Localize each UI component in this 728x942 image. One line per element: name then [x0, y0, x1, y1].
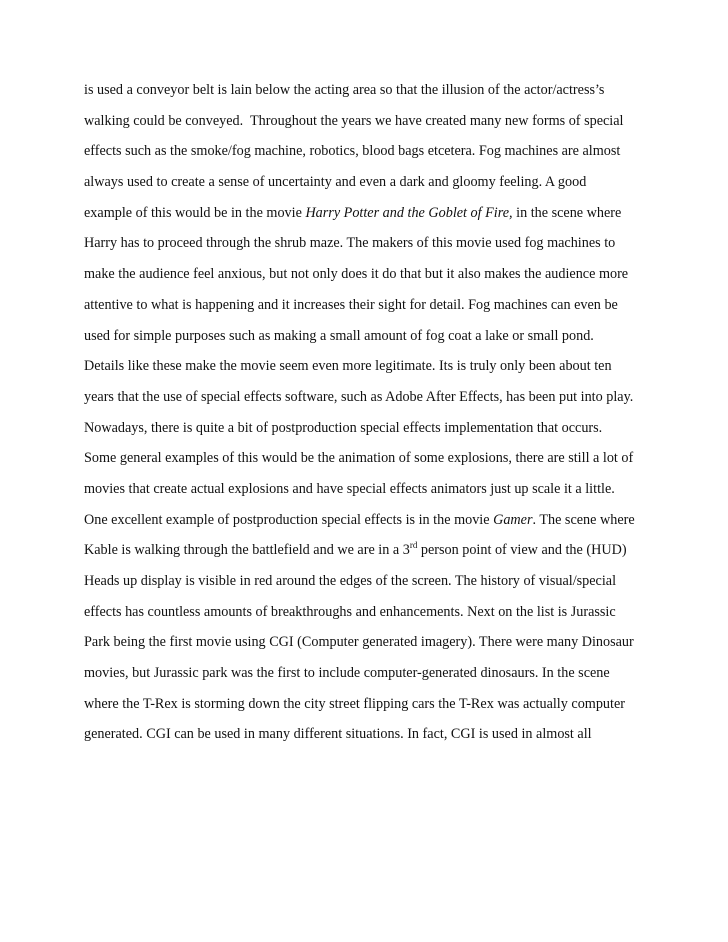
text-line: [84, 111, 654, 142]
text-line: [84, 479, 654, 510]
text-line: [84, 356, 654, 387]
text-line: [84, 387, 654, 418]
text-segment: make the audience feel anxious, but not only does it do that but it also makes the audience more: [84, 266, 629, 283]
text-segment: years that the use of special effects software, such as Adobe After Effects, has been put into play.: [84, 388, 634, 405]
text-segment: One excellent example of postproduction special effects is in the movie: [84, 511, 494, 528]
italic-title: Harry Potter and the Goblet of Fire,: [305, 204, 513, 221]
text-line: [84, 724, 654, 755]
text-segment: used for simple purposes such as making a small amount of fog coat a lake or small pond.: [84, 327, 594, 344]
text-line: [84, 172, 654, 203]
text-segment: effects has countless amounts of breakthroughs and enhancements. Next on the list is Jurassic: [84, 603, 616, 620]
text-line: [84, 233, 654, 264]
text-segment: effects such as the smoke/fog machine, robotics, blood bags etcetera. Fog machines are almost: [84, 143, 621, 160]
text-line: [84, 141, 654, 172]
text-segment: movies that create actual explosions and have special effects animators just up scale it a little.: [84, 480, 615, 497]
text-line: [84, 80, 654, 111]
text-segment: in the scene where: [512, 204, 622, 221]
text-segment: Kable is walking through the battlefield and we are in a 3: [84, 542, 410, 559]
text-line: [84, 418, 654, 449]
text-line: [84, 571, 654, 602]
text-line: [84, 694, 654, 725]
text-line: [84, 264, 654, 295]
text-segment: Details like these make the movie seem even more legitimate. Its is truly only been about ten: [84, 358, 612, 375]
text-line: [84, 663, 654, 694]
text-line: [84, 295, 654, 326]
text-line: [84, 632, 654, 663]
text-segment: attentive to what is happening and it increases their sight for detail. Fog machines can even be: [84, 296, 618, 313]
text-line: [84, 203, 654, 234]
text-segment: Heads up display is visible in red around the edges of the screen. The history of visual/special: [84, 573, 617, 589]
text-segment: Some general examples of this would be the animation of some explosions, there are still a lot of: [84, 450, 634, 467]
italic-title: Gamer: [493, 511, 533, 528]
text-line: [84, 540, 654, 571]
text-segment: is used a conveyor belt is lain below the acting area so that the illusion of the actor/actress’s: [84, 82, 605, 98]
text-segment: Park being the first movie using CGI (Computer generated imagery). There were many Dinosaur: [84, 634, 634, 651]
text-segment: walking could be conveyed. Throughout the years we have created many new forms of special: [84, 112, 624, 129]
text-line: [84, 448, 654, 479]
text-line: [84, 602, 654, 633]
text-line: [84, 510, 654, 541]
text-segment: where the T-Rex is storming down the city street flipping cars the T-Rex was actually computer: [84, 695, 625, 712]
text-segment: Nowadays, there is quite a bit of postproduction special effects implementation that occurs.: [84, 419, 603, 436]
text-segment: always used to create a sense of uncertainty and even a dark and gloomy feeling. A good: [84, 174, 587, 191]
text-segment: generated. CGI can be used in many different situations. In fact, CGI is used in almost all: [84, 726, 592, 743]
text-segment: example of this would be in the movie: [84, 204, 306, 221]
superscript: rd: [409, 540, 418, 551]
text-line: [84, 326, 654, 357]
text-segment: movies, but Jurassic park was the first to include computer-generated dinosaurs. In the scene: [84, 665, 610, 682]
text-segment: person point of view and the (HUD): [417, 542, 627, 559]
text-segment: . The scene where: [532, 511, 635, 528]
text-segment: Harry has to proceed through the shrub maze. The makers of this movie used fog machines to: [84, 235, 616, 252]
body-text: [84, 80, 654, 755]
